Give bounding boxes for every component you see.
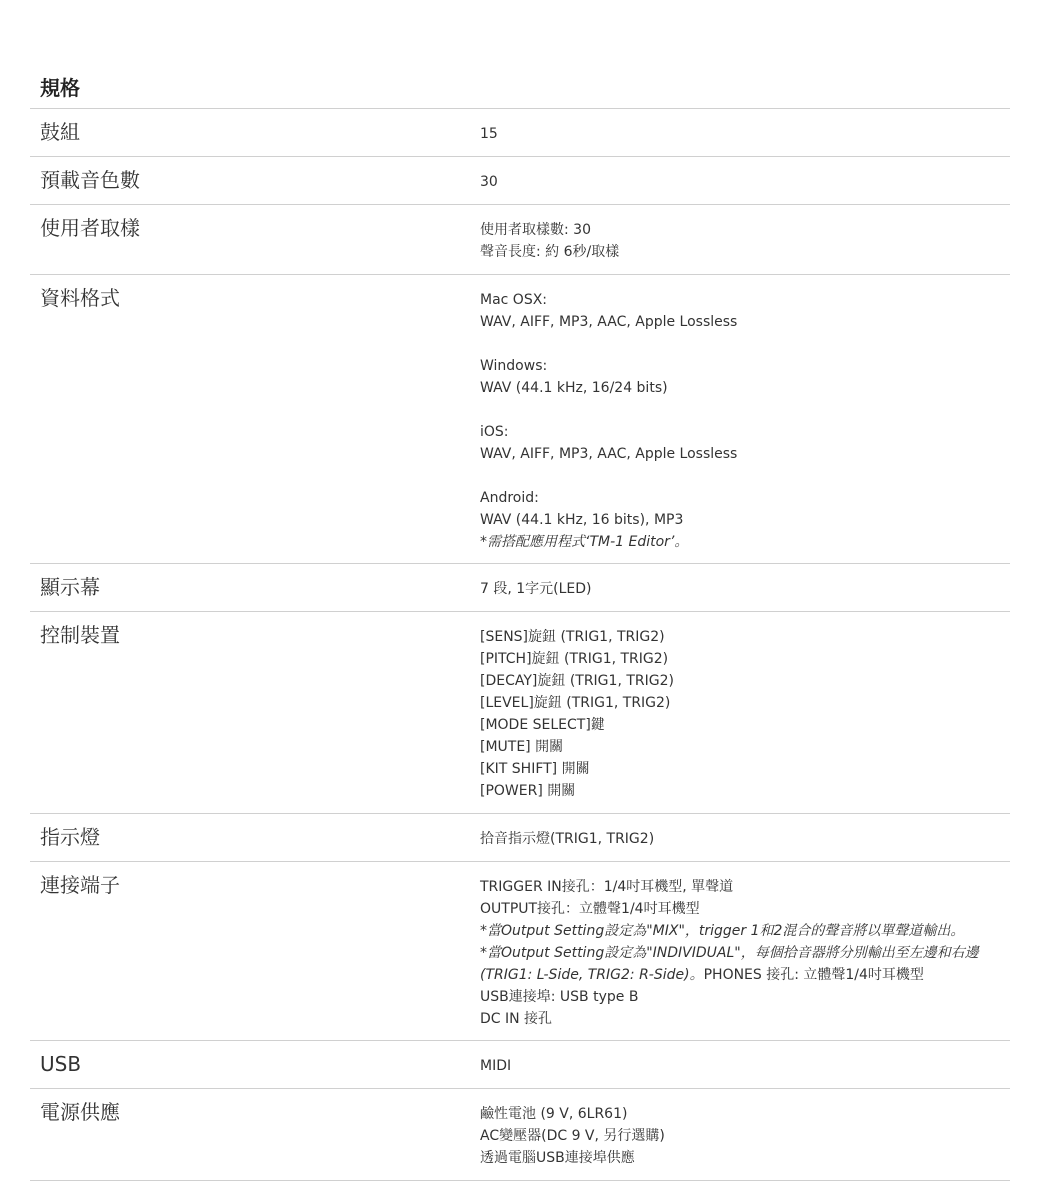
spec-value-line: 15 <box>480 126 498 142</box>
spec-value-line: WAV (44.1 kHz, 16 bits), MP3 <box>480 512 684 528</box>
spec-row-connectors <box>30 862 1010 1041</box>
spec-value-line: 拾音指示燈(TRIG1, TRIG2) <box>480 831 655 847</box>
spec-value <box>470 862 1010 1028</box>
spec-value-line: AC變壓器(DC 9 V, 另行選購) <box>480 1128 665 1144</box>
spec-value-line: [SENS]旋鈕 (TRIG1, TRIG2) <box>480 629 665 645</box>
spec-note: (TRIG1: L-Side, TRIG2: R-Side)。 <box>480 967 704 983</box>
spec-value-line: [PITCH]旋鈕 (TRIG1, TRIG2) <box>480 651 669 667</box>
spec-value-line: 聲音長度: 約 6秒/取樣 <box>480 244 620 260</box>
spec-label: 使用者取樣 <box>40 216 140 240</box>
spec-table <box>30 70 1010 1181</box>
spacer <box>480 333 1010 355</box>
spec-value-line: WAV (44.1 kHz, 16/24 bits) <box>480 380 668 396</box>
spec-value-line: [DECAY]旋鈕 (TRIG1, TRIG2) <box>480 673 674 689</box>
spec-value-line: WAV, AIFF, MP3, AAC, Apple Lossless <box>480 446 738 462</box>
spec-value <box>470 157 1010 192</box>
spec-row-power-supply <box>30 1089 1010 1181</box>
spec-value-line: [MUTE] 開關 <box>480 739 564 755</box>
spec-value-line: TRIGGER IN接孔：1/4吋耳機型, 單聲道 <box>480 879 734 895</box>
spec-value-line: iOS: <box>480 424 509 440</box>
spec-value-line: [POWER] 開關 <box>480 783 576 799</box>
spacer <box>480 399 1010 421</box>
spec-label: 預載音色數 <box>40 168 140 192</box>
spec-value-line: USB連接埠: USB type B <box>480 989 639 1005</box>
spec-value-line: 透過電腦USB連接埠供應 <box>480 1150 635 1166</box>
spec-value-line: Windows: <box>480 358 548 374</box>
spec-row-user-samples <box>30 205 1010 275</box>
spec-row-controls <box>30 612 1010 814</box>
spec-row-display <box>30 564 1010 612</box>
spec-value-line: [LEVEL]旋鈕 (TRIG1, TRIG2) <box>480 695 671 711</box>
spec-value-line: WAV, AIFF, MP3, AAC, Apple Lossless <box>480 314 738 330</box>
spec-label: 電源供應 <box>40 1100 120 1124</box>
spec-note: *需搭配應用程式‘TM-1 Editor’。 <box>480 534 689 550</box>
spec-label: 連接端子 <box>40 873 120 897</box>
spec-value <box>470 1089 1010 1168</box>
spec-note: *當Output Setting設定為"INDIVIDUAL"，每個拾音器將分別輸出至左邊和右邊 <box>480 945 979 961</box>
spec-label: USB <box>40 1052 82 1076</box>
spec-value-line: OUTPUT接孔：立體聲1/4吋耳機型 <box>480 901 700 917</box>
spec-value-line: [KIT SHIFT] 開關 <box>480 761 590 777</box>
spec-value <box>470 612 1010 801</box>
spec-value-line: Android: <box>480 490 539 506</box>
spec-row-data-format <box>30 275 1010 564</box>
section-heading: 規格 <box>30 70 1010 109</box>
spec-value <box>470 109 1010 144</box>
spec-value <box>470 564 1010 599</box>
spec-note: *當Output Setting設定為"MIX"，trigger 1和2混合的聲音將以單聲道輸出。 <box>480 923 965 939</box>
spec-value-line: [MODE SELECT]鍵 <box>480 717 605 733</box>
spec-value-line: 使用者取樣數: 30 <box>480 222 591 238</box>
spec-label: 資料格式 <box>40 286 120 310</box>
spec-label: 指示燈 <box>40 825 100 849</box>
spec-value-line: 30 <box>480 174 498 190</box>
spec-value <box>470 814 1010 849</box>
spec-label: 鼓組 <box>40 120 80 144</box>
spec-value-line <box>480 964 1010 986</box>
spacer <box>480 465 1010 487</box>
spec-value-line: Mac OSX: <box>480 292 548 308</box>
spec-value <box>470 1041 1010 1076</box>
spec-value-line: 7 段, 1字元(LED) <box>480 581 592 597</box>
spec-label: 控制裝置 <box>40 623 120 647</box>
spec-value-line: 鹼性電池 (9 V, 6LR61) <box>480 1106 628 1122</box>
spec-value <box>470 205 1010 262</box>
spec-row-drum-kits <box>30 109 1010 157</box>
spec-value-inline: PHONES 接孔: 立體聲1/4吋耳機型 <box>703 967 924 983</box>
spec-row-preset-sounds <box>30 157 1010 205</box>
spec-value-line: MIDI <box>480 1058 512 1074</box>
spec-value-line: DC IN 接孔 <box>480 1011 553 1027</box>
spec-label: 顯示幕 <box>40 575 100 599</box>
spec-row-indicators <box>30 814 1010 862</box>
spec-row-usb <box>30 1041 1010 1089</box>
spec-value <box>470 275 1010 551</box>
